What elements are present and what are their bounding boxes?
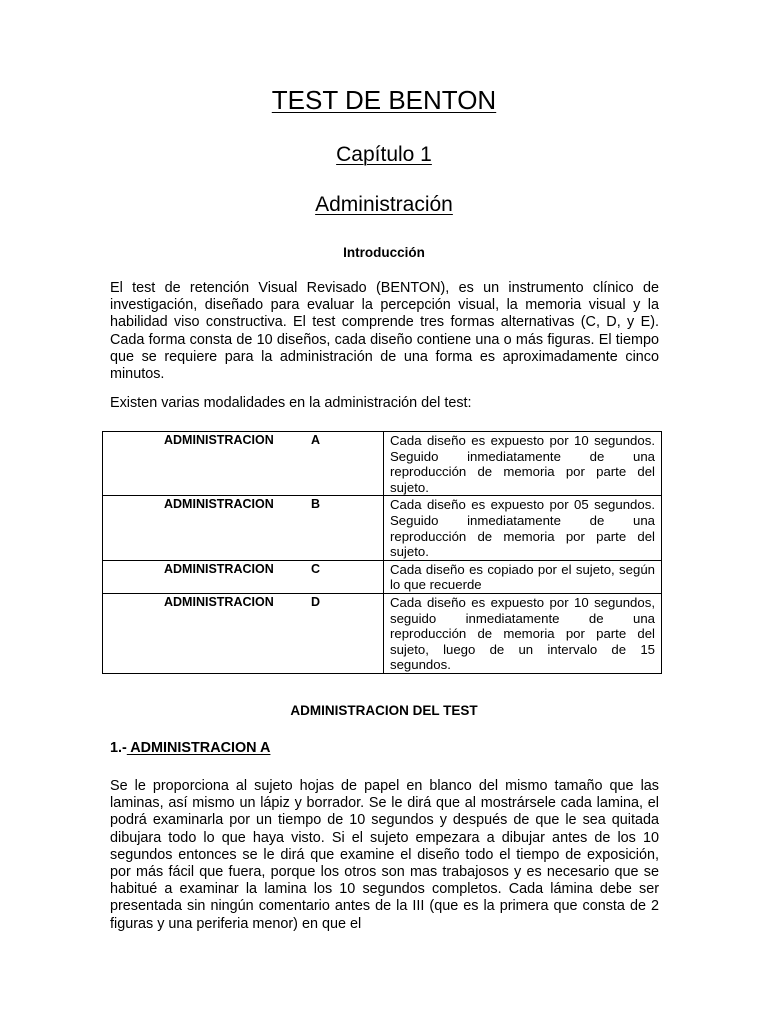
administration-a-heading	[110, 740, 270, 756]
modality-label-cell	[103, 496, 384, 560]
table-row	[103, 496, 662, 560]
modality-letter: A	[311, 433, 321, 447]
modality-description: Cada diseño es copiado por el sujeto, según lo que recuerde	[384, 560, 662, 593]
administration-a-paragraph: Se le proporciona al sujeto hojas de papel en blanco del mismo tamaño que las laminas, así mismo un lápiz y borrador. Se le dirá que al mostrársele cada lamina, el podrá examinarla por un tiempo de 10 segundos y después de que le sea quitada dibujara todo lo que haya visto. Si el sujeto empezara a dibujar antes de los 10 segundos entonces se le dirá que examine el diseño todo el tiempo de exposición, por más fácil que fuera, porque los otros son mas trabajosos y es necesario que se habitué a examinar la lamina los 10 segundos completos. Cada lámina debe ser presentada sin ningún comentario antes de la III (que es la primera que consta de 2 figuras y una periferia menor) en que el	[110, 778, 659, 932]
modality-name: ADMINISTRACION	[164, 561, 274, 576]
modality-name: ADMINISTRACION	[164, 497, 274, 512]
chapter-title: Capítulo 1	[336, 143, 432, 166]
table-row	[103, 432, 662, 496]
introduction-heading: Introducción	[343, 245, 425, 260]
section-title: Administración	[315, 193, 453, 216]
modality-letter: D	[311, 594, 321, 609]
modality-description: Cada diseño es expuesto por 10 segundos. Seguido inmediatamente de una reproducción de memoria por parte del sujeto.	[384, 432, 662, 496]
administration-heading: ADMINISTRACION DEL TEST	[290, 703, 478, 718]
item-title: ADMINISTRACION A	[126, 740, 271, 756]
modality-letter: C	[311, 561, 321, 576]
modalities-lead: Existen varias modalidades en la administración del test:	[110, 395, 472, 411]
modality-description: Cada diseño es expuesto por 10 segundos, seguido inmediatamente de una reproducción de memoria por parte del sujeto, luego de un intervalo de 15 segundos.	[384, 593, 662, 673]
modality-label-cell	[103, 593, 384, 673]
modality-name: ADMINISTRACION	[164, 433, 274, 447]
table-row	[103, 593, 662, 673]
modality-letter: B	[311, 497, 321, 512]
document-title: TEST DE BENTON	[271, 85, 497, 115]
modality-label-cell	[103, 560, 384, 593]
administration-modalities-table	[102, 431, 662, 674]
modality-label-cell	[103, 432, 384, 496]
modality-name: ADMINISTRACION	[164, 594, 274, 609]
intro-paragraph: El test de retención Visual Revisado (BENTON), es un instrumento clínico de investigación, diseñado para evaluar la percepción visual, la memoria visual y la habilidad viso constructiva. El test comprende tres formas alternativas (C, D, y E). Cada forma consta de 10 diseños, cada diseño contiene una o más figuras. El tiempo que se requiere para la administración de una forma es aproximadamente cinco minutos.	[110, 280, 659, 383]
modality-description: Cada diseño es expuesto por 05 segundos. Seguido inmediatamente de una reproducción de memoria por parte del sujeto.	[384, 496, 662, 560]
table-row	[103, 560, 662, 593]
item-number: 1.-	[110, 740, 127, 756]
